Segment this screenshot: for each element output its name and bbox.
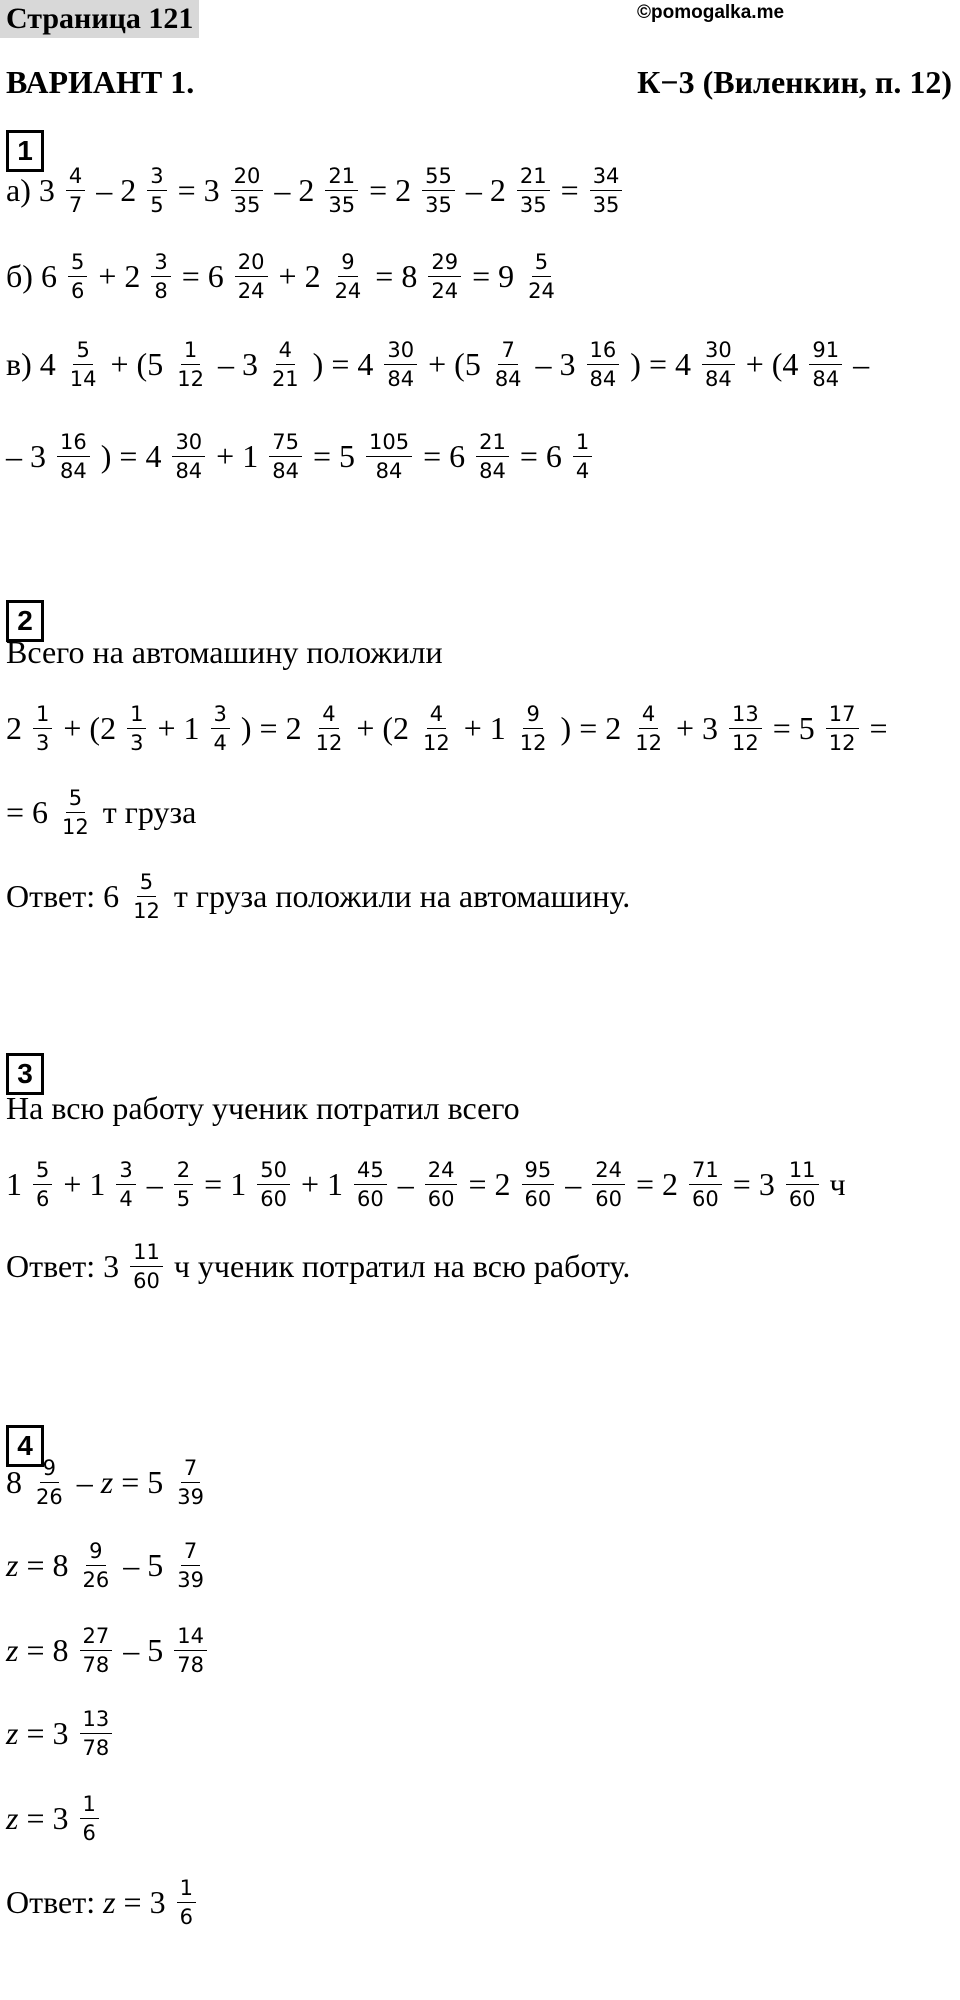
- fraction-denominator: 60: [692, 1186, 719, 1211]
- text-run: ) = 2: [232, 709, 310, 746]
- fraction-numerator: 21: [325, 162, 358, 191]
- fraction: [151, 248, 170, 305]
- text-run: = 2: [361, 171, 420, 208]
- text-run: в) 4: [6, 345, 64, 382]
- fraction: [420, 700, 453, 757]
- fraction: [269, 428, 302, 485]
- fraction-numerator: 3: [211, 700, 230, 729]
- fraction-denominator: 60: [357, 1186, 384, 1211]
- fraction-denominator: 39: [177, 1484, 204, 1509]
- task-number-box: 4: [6, 1425, 44, 1467]
- variable: z: [6, 1714, 19, 1751]
- text-run: = 3: [18, 1799, 77, 1836]
- fraction: [257, 1156, 290, 1213]
- fraction: [313, 700, 346, 757]
- fraction-numerator: 27: [80, 1622, 113, 1651]
- fraction-numerator: 21: [517, 162, 550, 191]
- text-run: = 6: [415, 437, 474, 474]
- fraction: [384, 336, 417, 393]
- fraction-denominator: 4: [119, 1186, 133, 1211]
- fraction: [525, 248, 558, 305]
- text-run: = 6: [511, 437, 570, 474]
- fraction: [174, 1156, 193, 1213]
- fraction: [632, 700, 665, 757]
- fraction-denominator: 12: [133, 898, 160, 923]
- fraction: [116, 1156, 135, 1213]
- fraction-denominator: 12: [732, 730, 759, 755]
- fraction-denominator: 84: [704, 366, 732, 391]
- fraction: [590, 162, 623, 219]
- text-run: = 3: [115, 1883, 174, 1920]
- fraction: [231, 162, 264, 219]
- fraction: [269, 336, 302, 393]
- variable: z: [6, 1631, 19, 1668]
- fraction: [592, 1156, 625, 1213]
- fraction-numerator: 3: [147, 162, 166, 191]
- text-run: ) = 4: [622, 345, 699, 382]
- text-run: 1: [6, 1165, 30, 1202]
- text-run: ч: [821, 1165, 846, 1202]
- fraction-denominator: 35: [328, 192, 356, 217]
- fraction-denominator: 4: [575, 458, 590, 483]
- fraction-numerator: 9: [338, 248, 357, 277]
- fraction: [517, 700, 550, 757]
- fraction-numerator: 34: [590, 162, 623, 191]
- fraction: [332, 248, 365, 305]
- fraction-denominator: 6: [70, 278, 85, 303]
- variable: z: [100, 1463, 114, 1500]
- math-line: [6, 154, 625, 226]
- fraction-denominator: 35: [592, 192, 620, 217]
- text-run: = 8: [367, 257, 426, 294]
- fraction-denominator: 84: [494, 366, 522, 391]
- math-line: [6, 1529, 210, 1601]
- fraction-numerator: 1: [573, 428, 592, 457]
- fraction-numerator: 105: [366, 428, 412, 457]
- fraction-numerator: 45: [354, 1156, 387, 1185]
- fraction: [130, 1238, 163, 1295]
- math-line: [6, 860, 630, 932]
- fraction: [80, 1705, 113, 1762]
- text-run: – 2: [457, 171, 514, 208]
- fraction: [826, 700, 859, 757]
- fraction-denominator: 3: [36, 730, 50, 755]
- task-number-box: 1: [6, 130, 44, 172]
- fraction-numerator: 5: [68, 248, 87, 277]
- math-line: [6, 1614, 210, 1686]
- fraction-denominator: 21: [271, 366, 299, 391]
- fraction-numerator: 30: [384, 336, 417, 365]
- fraction: [325, 162, 358, 219]
- fraction-denominator: 84: [812, 366, 840, 391]
- math-line: [6, 1072, 520, 1144]
- fraction: [174, 336, 207, 393]
- fraction-numerator: 11: [130, 1238, 163, 1267]
- text-run: а) 3: [6, 171, 63, 208]
- math-line: [6, 328, 869, 400]
- text-run: ) = 4: [304, 345, 382, 382]
- fraction-denominator: 7: [68, 192, 83, 217]
- fraction-numerator: 55: [422, 162, 455, 191]
- text-run: – 3: [209, 345, 266, 382]
- fraction-denominator: 4: [213, 730, 227, 755]
- math-line: [6, 692, 888, 764]
- math-line: [6, 616, 443, 688]
- fraction-denominator: 78: [177, 1652, 204, 1677]
- fraction: [174, 1537, 207, 1594]
- fraction-denominator: 84: [60, 458, 87, 483]
- text-run: + 1: [149, 709, 208, 746]
- fraction: [211, 700, 230, 757]
- fraction-numerator: 4: [276, 336, 295, 365]
- fraction-denominator: 39: [177, 1567, 204, 1592]
- fraction: [689, 1156, 722, 1213]
- fraction-denominator: 26: [36, 1484, 63, 1509]
- text-run: – 5: [115, 1546, 172, 1583]
- text-run: – 3: [6, 437, 54, 474]
- fraction-numerator: 1: [80, 1790, 99, 1819]
- variable: z: [6, 1799, 19, 1836]
- fraction-denominator: 26: [82, 1567, 110, 1592]
- text-run: = 3: [18, 1714, 77, 1751]
- fraction-denominator: 78: [82, 1735, 110, 1760]
- fraction: [587, 336, 620, 393]
- source-reference: К−3 (Виленкин, п. 12): [637, 64, 952, 100]
- text-run: = 3: [169, 171, 228, 208]
- math-line: [6, 420, 595, 492]
- fraction: [177, 1874, 196, 1931]
- text-run: Всего на автомашину положили: [6, 633, 443, 670]
- fraction-numerator: 14: [174, 1622, 207, 1651]
- text-run: + 1: [208, 437, 267, 474]
- fraction-numerator: 9: [40, 1454, 59, 1483]
- text-run: = 5: [304, 437, 363, 474]
- text-run: = 5: [113, 1463, 172, 1500]
- fraction: [809, 336, 842, 393]
- text-run: + 1: [292, 1165, 351, 1202]
- fraction-numerator: 5: [73, 336, 92, 365]
- text-run: + (2: [348, 709, 418, 746]
- text-run: ) = 2: [552, 709, 630, 746]
- text-run: + 1: [455, 709, 514, 746]
- fraction-numerator: 7: [181, 1537, 200, 1566]
- math-line: [6, 1230, 630, 1302]
- text-run: – 5: [115, 1631, 172, 1668]
- fraction-denominator: 3: [130, 730, 144, 755]
- fraction-numerator: 50: [257, 1156, 290, 1185]
- fraction-numerator: 13: [729, 700, 762, 729]
- variable: z: [6, 1546, 19, 1583]
- fraction: [492, 336, 525, 393]
- fraction: [702, 336, 735, 393]
- fraction: [33, 700, 52, 757]
- math-line: [6, 1446, 210, 1518]
- fraction: [33, 1454, 66, 1511]
- fraction-numerator: 3: [151, 248, 170, 277]
- text-run: ч ученик потратил на всю работу.: [165, 1247, 631, 1284]
- fraction-numerator: 4: [427, 700, 446, 729]
- fraction-numerator: 16: [587, 336, 620, 365]
- fraction: [33, 1156, 52, 1213]
- fraction: [522, 1156, 555, 1213]
- fraction-denominator: 60: [595, 1186, 622, 1211]
- text-run: Ответ: 3: [6, 1247, 128, 1284]
- fraction: [80, 1790, 99, 1847]
- text-run: –: [138, 1165, 171, 1202]
- fraction-numerator: 5: [137, 868, 156, 897]
- fraction-numerator: 24: [425, 1156, 458, 1185]
- text-run: + (5: [420, 345, 489, 382]
- fraction-numerator: 1: [177, 1874, 196, 1903]
- fraction: [425, 1156, 458, 1213]
- fraction-denominator: 24: [431, 278, 459, 303]
- fraction-numerator: 30: [702, 336, 735, 365]
- fraction-numerator: 1: [33, 700, 52, 729]
- fraction-numerator: 9: [86, 1537, 105, 1566]
- fraction-denominator: 12: [828, 730, 856, 755]
- fraction: [354, 1156, 387, 1213]
- fraction-denominator: 78: [82, 1652, 110, 1677]
- text-run: т груза положили на автомашину.: [165, 877, 631, 914]
- fraction: [786, 1156, 819, 1213]
- fraction-numerator: 71: [689, 1156, 722, 1185]
- fraction: [57, 428, 90, 485]
- fraction: [172, 428, 205, 485]
- math-line: [6, 1148, 846, 1220]
- text-run: = 1: [196, 1165, 255, 1202]
- fraction-numerator: 4: [639, 700, 658, 729]
- fraction-denominator: 24: [237, 278, 265, 303]
- fraction-denominator: 12: [519, 730, 547, 755]
- math-line: [6, 240, 561, 312]
- text-run: –: [68, 1463, 101, 1500]
- fraction-denominator: 84: [387, 366, 415, 391]
- math-line: [6, 1782, 102, 1854]
- text-run: 2: [6, 709, 30, 746]
- fraction-denominator: 6: [82, 1820, 96, 1845]
- fraction: [729, 700, 762, 757]
- fraction-denominator: 5: [176, 1186, 191, 1211]
- fraction-numerator: 4: [319, 700, 338, 729]
- fraction-numerator: 29: [428, 248, 461, 277]
- fraction-numerator: 3: [116, 1156, 135, 1185]
- fraction-numerator: 5: [532, 248, 551, 277]
- fraction-numerator: 20: [235, 248, 268, 277]
- fraction-numerator: 75: [269, 428, 302, 457]
- fraction-numerator: 7: [498, 336, 517, 365]
- fraction: [67, 336, 100, 393]
- text-run: = 6: [173, 257, 232, 294]
- text-run: + (2: [55, 709, 125, 746]
- fraction-numerator: 7: [181, 1454, 200, 1483]
- fraction: [147, 162, 166, 219]
- fraction: [66, 162, 85, 219]
- text-run: = 6: [6, 793, 57, 830]
- fraction-denominator: 35: [519, 192, 547, 217]
- text-run: = 2: [627, 1165, 687, 1202]
- fraction-denominator: 60: [133, 1268, 160, 1293]
- text-run: ) = 4: [92, 437, 170, 474]
- fraction: [174, 1622, 207, 1679]
- fraction-denominator: 84: [589, 366, 617, 391]
- variable: z: [103, 1883, 116, 1920]
- text-run: –: [557, 1165, 590, 1202]
- fraction: [68, 248, 87, 305]
- fraction-denominator: 24: [528, 278, 555, 303]
- fraction-numerator: 13: [80, 1705, 113, 1734]
- fraction-denominator: 12: [62, 814, 89, 839]
- text-run: 8: [6, 1463, 30, 1500]
- text-run: –: [389, 1165, 422, 1202]
- fraction-numerator: 24: [592, 1156, 625, 1185]
- fraction-denominator: 14: [69, 366, 97, 391]
- fraction-denominator: 60: [260, 1186, 287, 1211]
- text-run: = 9: [464, 257, 523, 294]
- task-number-box: 2: [6, 600, 44, 642]
- fraction: [476, 428, 509, 485]
- fraction: [573, 428, 592, 485]
- fraction-denominator: 12: [635, 730, 662, 755]
- fraction: [59, 784, 92, 841]
- math-line: [6, 1697, 115, 1769]
- fraction-numerator: 17: [826, 700, 859, 729]
- text-run: = 8: [18, 1546, 77, 1583]
- fraction: [428, 248, 461, 305]
- fraction: [235, 248, 268, 305]
- fraction-numerator: 30: [172, 428, 205, 457]
- math-line: [6, 776, 196, 848]
- text-run: – 2: [88, 171, 145, 208]
- fraction-denominator: 84: [272, 458, 299, 483]
- fraction-numerator: 5: [66, 784, 85, 813]
- page-label: Страница 121: [0, 0, 199, 38]
- fraction-denominator: 12: [315, 730, 343, 755]
- text-run: =: [861, 709, 888, 746]
- fraction-denominator: 60: [524, 1186, 552, 1211]
- fraction: [130, 868, 163, 925]
- text-run: + 2: [90, 257, 149, 294]
- fraction-denominator: 35: [425, 192, 452, 217]
- math-line: [6, 1866, 199, 1938]
- fraction-denominator: 12: [423, 730, 450, 755]
- text-run: =: [552, 171, 587, 208]
- text-run: + (5: [102, 345, 172, 382]
- text-run: + 3: [667, 709, 727, 746]
- fraction-numerator: 5: [33, 1156, 52, 1185]
- fraction-numerator: 11: [786, 1156, 819, 1185]
- fraction-denominator: 6: [36, 1186, 50, 1211]
- fraction-numerator: 21: [476, 428, 509, 457]
- fraction: [80, 1537, 113, 1594]
- fraction-denominator: 84: [175, 458, 203, 483]
- fraction-numerator: 2: [174, 1156, 193, 1185]
- text-run: т груза: [94, 793, 197, 830]
- text-run: – 2: [266, 171, 323, 208]
- fraction: [517, 162, 550, 219]
- text-run: б) 6: [6, 257, 65, 294]
- text-run: = 5: [764, 709, 823, 746]
- variant-title: ВАРИАНТ 1.: [6, 64, 195, 100]
- task-number-box: 3: [6, 1053, 44, 1095]
- fraction-numerator: 9: [523, 700, 542, 729]
- fraction-denominator: 84: [479, 458, 506, 483]
- fraction-numerator: 1: [181, 336, 200, 365]
- fraction-numerator: 1: [127, 700, 146, 729]
- fraction-numerator: 20: [231, 162, 264, 191]
- text-run: + 2: [270, 257, 329, 294]
- fraction-denominator: 12: [177, 366, 204, 391]
- text-run: На всю работу ученик потратил всего: [6, 1089, 520, 1126]
- fraction-numerator: 91: [809, 336, 842, 365]
- text-run: Ответ: 6: [6, 877, 128, 914]
- text-run: = 8: [18, 1631, 77, 1668]
- fraction-denominator: 5: [150, 192, 164, 217]
- fraction-denominator: 60: [427, 1186, 455, 1211]
- fraction-denominator: 60: [788, 1186, 816, 1211]
- text-run: = 2: [460, 1165, 519, 1202]
- fraction-denominator: 35: [233, 192, 261, 217]
- fraction-denominator: 24: [334, 278, 362, 303]
- text-run: + 1: [55, 1165, 114, 1202]
- text-run: + (4: [737, 345, 807, 382]
- fraction: [80, 1622, 113, 1679]
- fraction: [174, 1454, 207, 1511]
- fraction: [366, 428, 412, 485]
- fraction: [127, 700, 146, 757]
- fraction-denominator: 8: [154, 278, 168, 303]
- fraction-numerator: 4: [66, 162, 85, 191]
- fraction-denominator: 6: [179, 1904, 193, 1929]
- text-run: –: [845, 345, 870, 382]
- text-run: Ответ:: [6, 1883, 104, 1920]
- fraction: [422, 162, 455, 219]
- fraction-denominator: 84: [375, 458, 403, 483]
- text-run: – 3: [527, 345, 584, 382]
- fraction-numerator: 16: [57, 428, 90, 457]
- text-run: = 3: [724, 1165, 783, 1202]
- fraction-numerator: 95: [522, 1156, 555, 1185]
- watermark: ©pomogalka.me: [637, 2, 785, 23]
